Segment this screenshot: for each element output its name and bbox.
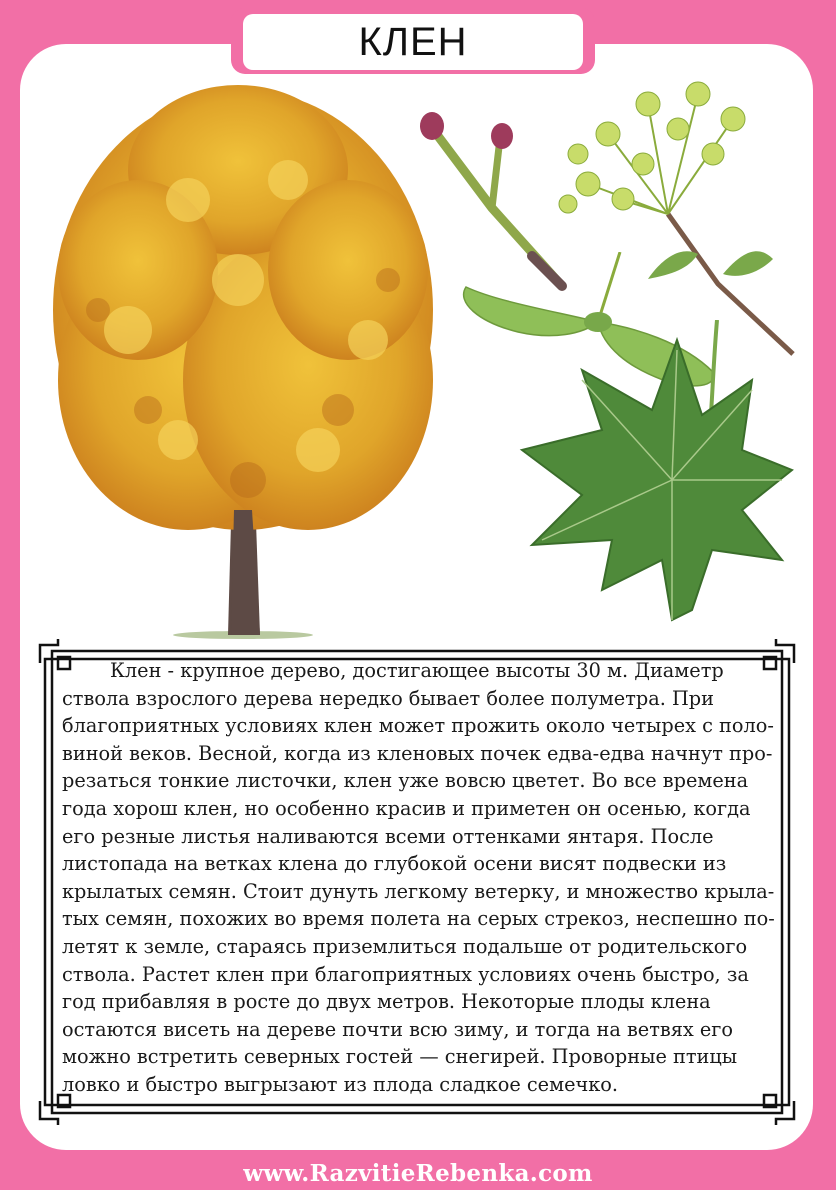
maple-leaf-illustration [512,320,802,630]
description-line: резаться тонкие листочки, клен уже вовсю цветет. Во все времена [62,769,749,793]
description-line: виной веков. Весной, когда из кленовых почек едва-едва начнут про- [62,741,773,765]
description-line: остаются висеть на дереве почти всю зиму, и тогда на ветвях его [62,1017,734,1041]
description-line: ловко и быстро выгрызают из плода сладкое семечко. [62,1072,619,1096]
description-line: листопада на ветках клена до глубокой осени висят подвески из [62,852,727,876]
description-line: можно встретить северных гостей — снегирей. Проворные птицы [62,1045,738,1069]
description-text [62,657,775,1099]
description-frame [38,637,796,1127]
description-line: благоприятных условиях клен может прожить около четырех с поло- [62,714,774,738]
description-line: летят к земле, стараясь приземлиться подальше от родительского [62,934,748,958]
footer-url[interactable]: www.RazvitieRebenka.com [243,1160,593,1187]
description-line: год прибавляя в росте до двух метров. Некоторые плоды клена [62,990,711,1014]
description-line: крылатых семян. Стоит дунуть легкому ветерку, и множество крыла- [62,879,775,903]
maple-tree-illustration [38,80,443,640]
description-line: ствола взрослого дерева нередко бывает более полуметра. При [62,686,714,710]
description-line: его резные листья наливаются всеми оттенками янтаря. После [62,824,714,848]
description-line: Клен - крупное дерево, достигающее высоты 30 м. Диаметр [110,659,724,682]
description-line: ствола. Растет клен при благоприятных условиях очень быстро, за [62,962,749,986]
title-box [243,14,583,70]
description-line: года хорош клен, но особенно красив и приметен он осенью, когда [62,796,751,820]
description-line: тых семян, похожих во время полета на серых стрекоз, неспешно по- [62,907,775,931]
page-title: КЛЕН [358,19,468,64]
